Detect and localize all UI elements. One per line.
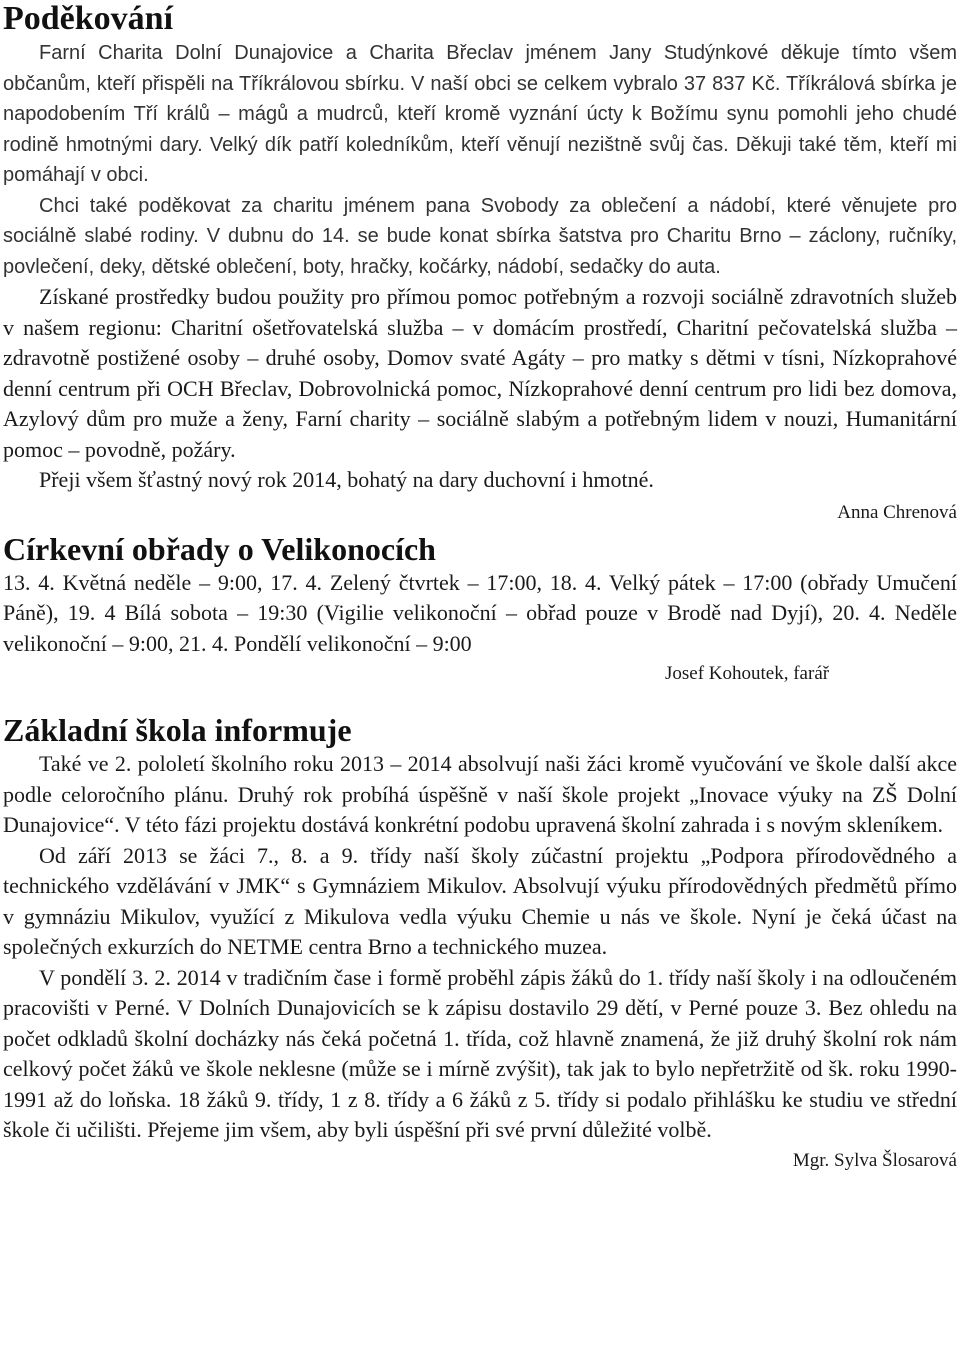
skola-paragraph-2: Od září 2013 se žáci 7., 8. a 9. třídy naší školy zúčastní projektu „Podpora přírodovědného a technického vzdělávání v JMK“ s Gymnáziem Mikulov. Absolvují výuku přírodovědných předmětů přímo v gymnáziu Mikulov, využící z Mikulova vedla výuku Chemie u nás ve škole. Nyní je čeká účast na společných exkurzích do NETME centra Brno a technického muzea. xyxy=(3,842,957,959)
heading-skola: Základní škola informuje xyxy=(3,712,352,748)
podekovani-paragraph-4: Přeji všem šťastný nový rok 2014, bohatý na dary duchovní i hmotné. xyxy=(39,467,654,492)
skola-paragraph-1: Také ve 2. pololetí školního roku 2013 – 2014 absolvují naši žáci kromě vyučování ve škole další akce podle celoročního plánu. Druhý rok probíhá úspěšně v naší škole projekt „Inovace výuky na ZŠ Dolní Dunajovice“. V této fázi projektu dostává konkrétní podobu upravená školní zahrada i s novým skleníkem. xyxy=(3,751,957,837)
section-obrady xyxy=(3,530,957,690)
podekovani-paragraph-2: Chci také poděkovat za charitu jménem pana Svobody za oblečení a nádobí, které věnujete pro sociálně slabé rodiny. V dubnu do 14. se bude konat sbírka šatstva pro Charitu Brno – záclony, ručníky, povlečení, deky, dětské oblečení, boty, hračky, kočárky, nádobí, sedačky do auta. xyxy=(3,194,957,278)
heading-obrady: Církevní obřady o Velikonocích xyxy=(3,530,436,567)
section-skola xyxy=(3,711,957,1176)
skola-paragraph-3: V pondělí 3. 2. 2014 v tradičním čase i formě proběhl zápis žáků do 1. třídy naší školy i na odloučeném pracovišti v Perné. V Dolních Dunajovicích se k zápisu dostavilo 29 dětí, v Perné pouze 3. Bez ohledu na počet odkladů školní docházky nás čeká početná 1. třída, což hlavně znamená, že již druhý školní rok nám celkový počet žáků ve škole neklesne (může se i mírně zvýšit), tak jak to bylo nepřetržitě od šk. roku 1990-1991 až do loňska. 18 žáků 9. třídy, 1 z 8. třídy a 6 žáků z 5. třídy si podalo přihlášku ke studiu ve střední škole či učilišti. Přejeme jim všem, aby byli úspěšní při své první důležité volbě. xyxy=(3,964,957,1142)
section-podekovani xyxy=(3,0,957,528)
signature-sylva: Mgr. Sylva Šlosarová xyxy=(792,1149,957,1171)
heading-podekovani: Poděkování xyxy=(3,0,174,37)
signature-anna: Anna Chrenová xyxy=(837,501,957,523)
podekovani-paragraph-1: Farní Charita Dolní Dunajovice a Charita Břeclav jménem Jany Studýnkové děkuje tímto všem občanům, kteří přispěli na Tříkrálovou sbírku. V naší obci se celkem vybralo 37 837 Kč. Tříkrálová sbírka je napodobením Tří králů – mágů a mudrců, kteří kromě vyznání úcty k Božímu synu pomohli jeho chudé rodině hmotnými dary. Velký dík patří koledníkům, kteří věnují nezištně svůj čas. Děkuji také těm, kteří mi pomáhají v obci. xyxy=(3,42,957,186)
signature-josef: Josef Kohoutek, farář xyxy=(665,663,830,684)
podekovani-paragraph-3: Získané prostředky budou použity pro přímou pomoc potřebným a rozvoji sociálně zdravotních služeb v našem regionu: Charitní ošetřovatelská služba – v domácím prostředí, Charitní pečovatelská služba – zdravotně postižené osoby – druhé osoby, Domov svaté Agáty – pro matky s dětmi v tísni, Nízkoprahové denní centrum při OCH Břeclav, Dobrovolnická pomoc, Nízkoprahové denní centrum pro lidi bez domova, Azylový dům pro muže a ženy, Farní charity – sociálně slabým a potřebným lidem v nouzi, Humanitární pomoc – povodně, požáry. xyxy=(3,284,957,462)
obrady-text: 13. 4. Květná neděle – 9:00, 17. 4. Zelený čtvrtek – 17:00, 18. 4. Velký pátek – 17:00 (obřady Umučení Páně), 19. 4 Bílá sobota – 19:30 (Vigilie velikonoční – obřad pouze v Brodě nad Dyjí), 20. 4. Neděle velikonoční – 9:00, 21. 4. Pondělí velikonoční – 9:00 xyxy=(3,569,957,656)
document-page xyxy=(3,0,957,1176)
